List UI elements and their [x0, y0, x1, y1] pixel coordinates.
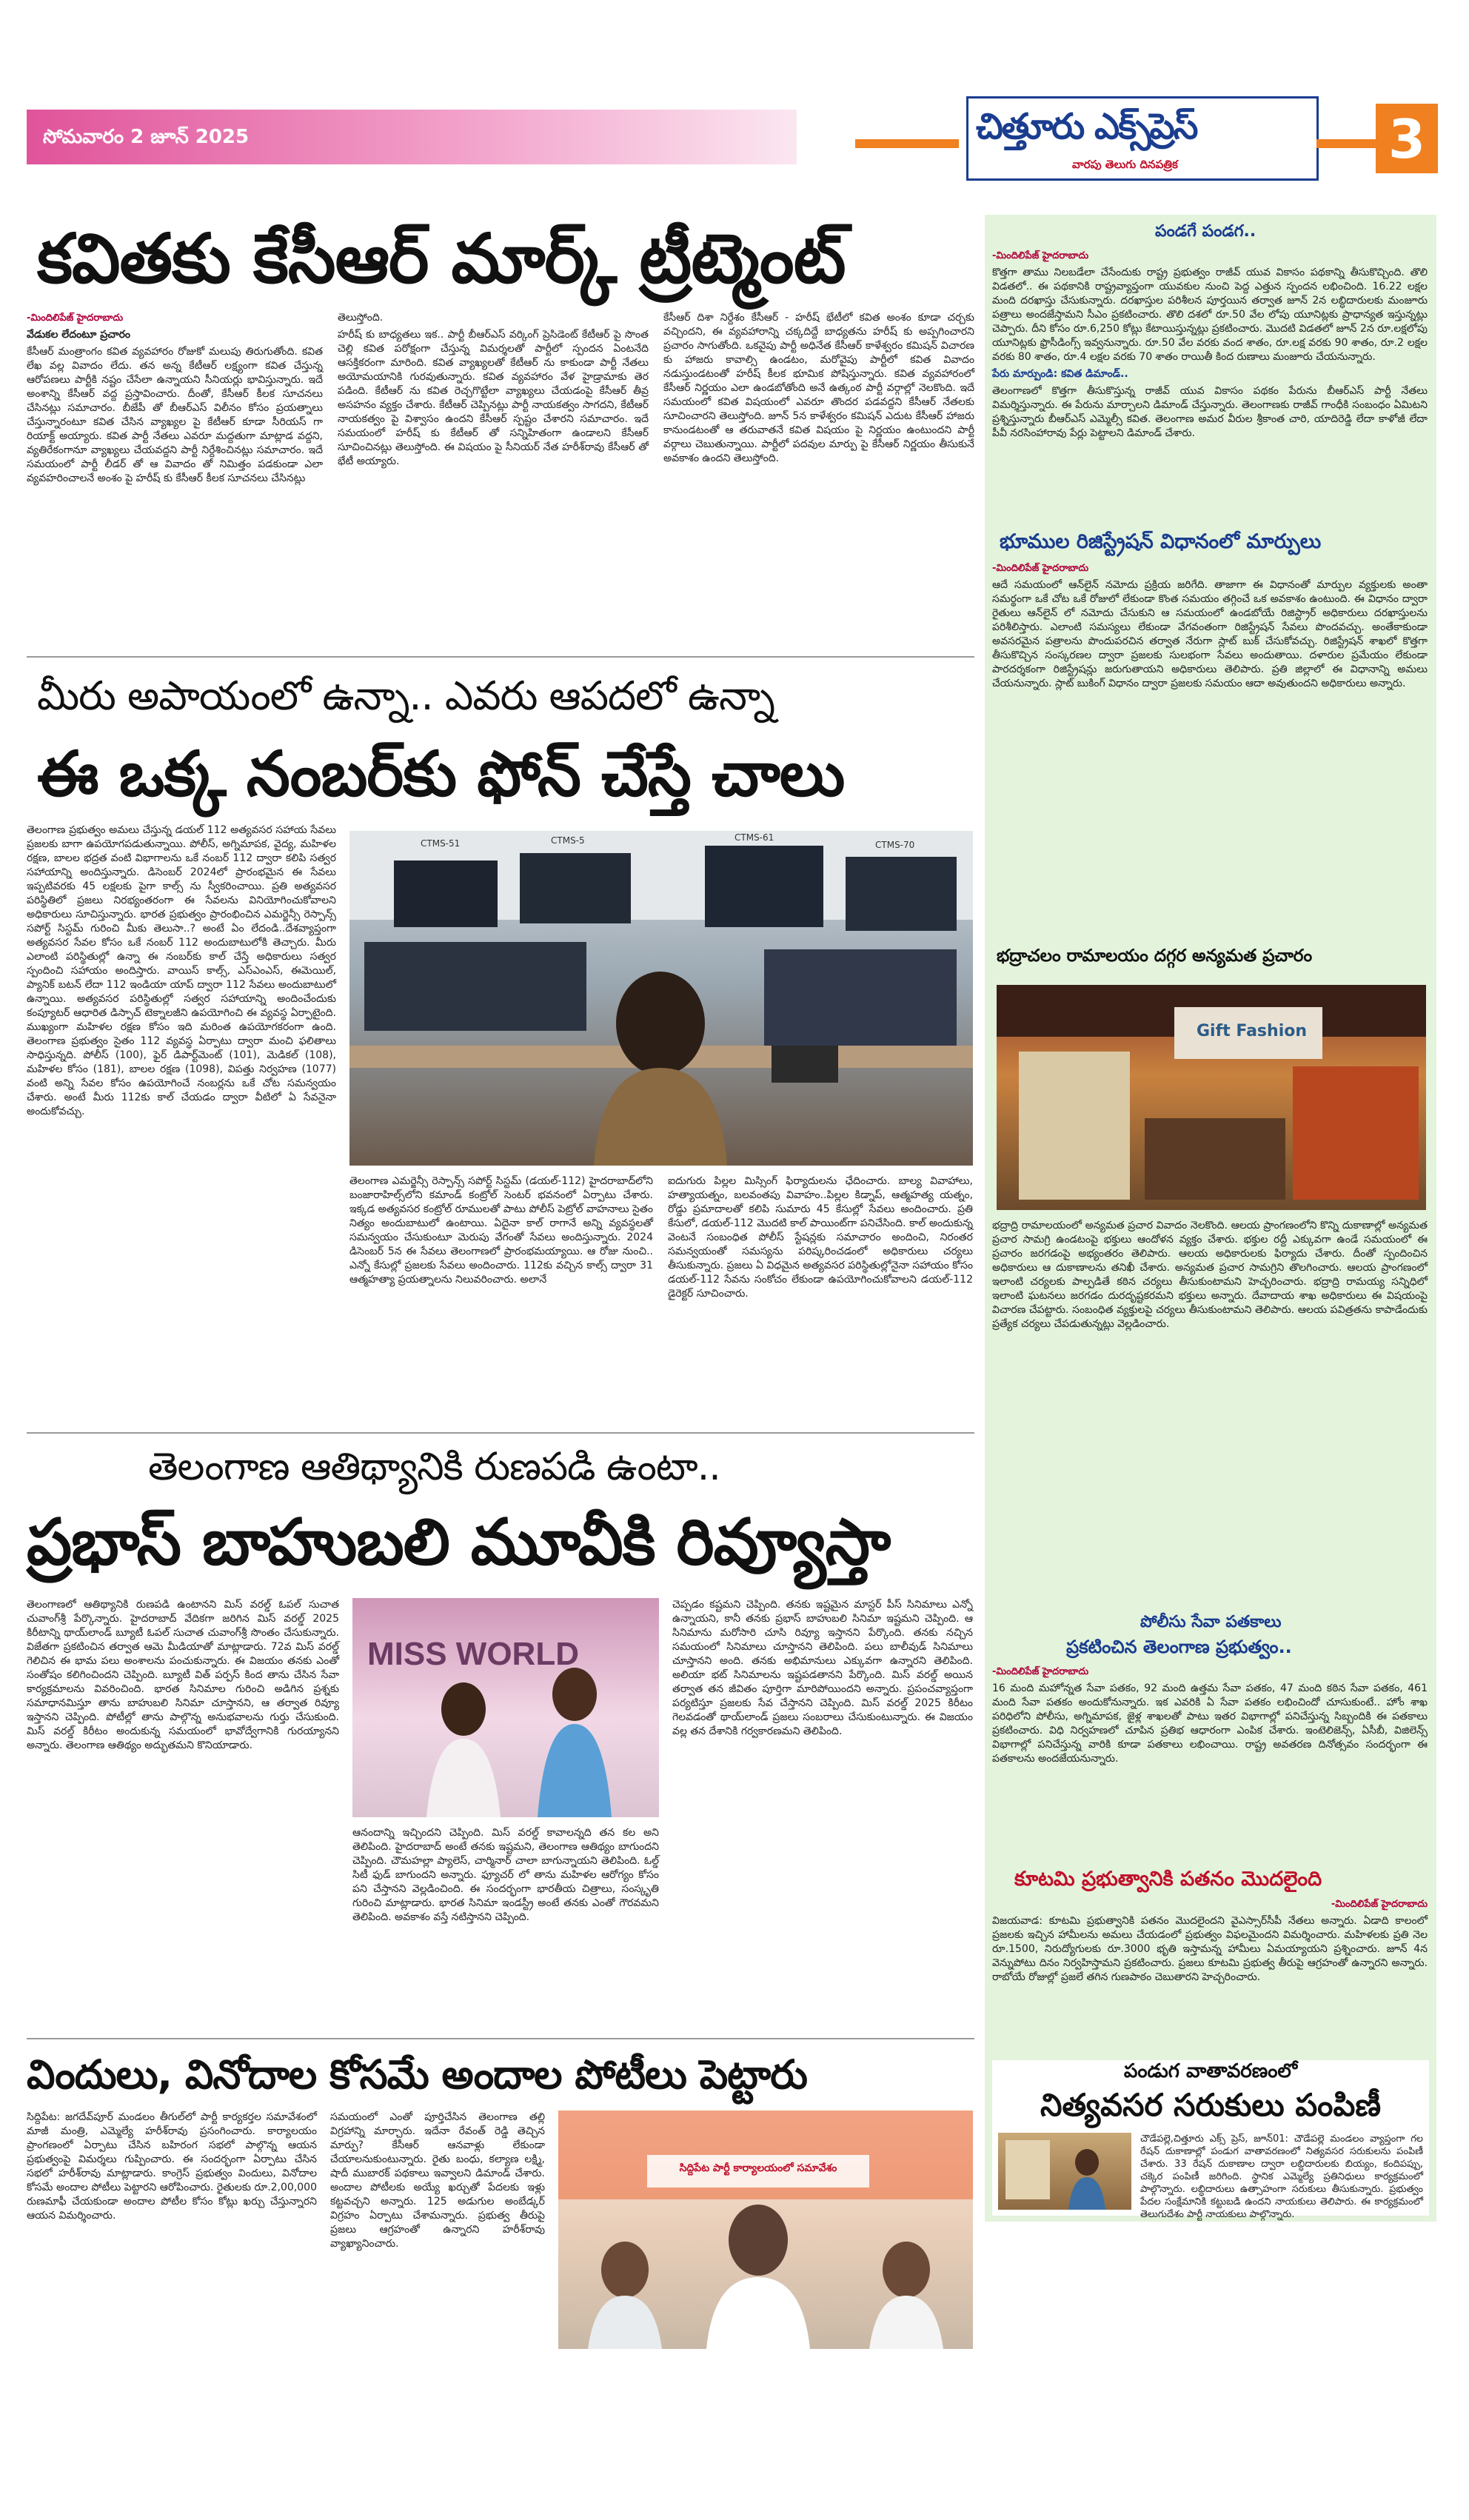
- lead-column-2: [338, 311, 649, 644]
- bhadra-title: భద్రాచలం రామాలయం దగ్గర అన్యమత ప్రచారం: [997, 946, 1313, 966]
- lead-text: తెలుస్తోంది.: [338, 312, 384, 324]
- pandaga-text: చౌడేపల్లె,చిత్తూరు ఎక్స్ ప్రెస్, జూన్01: చౌడేపల్లె మండలం వ్యాప్తంగా గల రేషన్ దుకాణాల్లో పండుగ వాతావరణంలో నిత్యవసర సరుకులను పంపిణీ చేశారు. 33 రేషన్ దుకాణాల ద్వారా లబ్ధిదారులకు బియ్యం, కందిపప్పు, చక్కెర పంపిణీ జరిగింది. స్థానిక ఎమ్మెల్యే ప్రతినిధులు కార్యక్రమంలో పాల్గొన్నారు. లబ్ధిదారులు ఉత్సాహంగా సరుకులు తీసుకున్నారు. ప్రభుత్వం పేదల సంక్షేమానికి కట్టుబడి ఉందని నాయకులు తెలిపారు. ఈ కార్యక్రమంలో తెలుగుదేశం పార్టీ నాయకులు పాల్గొన్నారు.: [1140, 2133, 1423, 2220]
- pandage-story: [992, 249, 1428, 523]
- emergency-column-2: [349, 1174, 653, 1423]
- monitor: [364, 942, 586, 1031]
- lead-text: కేసీఆర్ మంత్రాంగం కవిత వ్యవహారం రోజుకో మలుపు తిరుగుతోంది. కవిత లేఖ వల్ల వివాదం లేదు. తన అన్న కేటీఆర్ లక్ష్యంగా కవిత చేస్తున్న ఆరోపణలు పార్టీకి నష్టం చేసేలా ఉన్నాయని సీనియర్లు భావిస్తున్నారు. ఇదే అంశాన్ని కేసీఆర్ వద్ద ప్రస్తావించారు. దీంతో, కేసీఆర్ కీలక సూచనలు చేసినట్లు సమాచారం. బీజేపీ తో బీఆర్ఎస్ విలీనం కోసం ప్రయత్నాలు చేస్తున్నారంటూ కవిత చేసిన వ్యాఖ్యల పై కేటీఆర్ కూడా సీరియస్ గా రియాక్ట్ అయ్యారు. కవిత పార్టీ నేతలు ఎవరూ మద్దతుగా మాట్లాడ వద్దని, వ్యతిరేకంగానూ వ్యాఖ్యలు చేయవద్దని పార్టీ నిర్దేశించినట్లు సమాచారం. ఇదే సమయంలో పార్టీ లీడర్ తో ఆ వివాదం తో నిమిత్తం పడకుండా ఎలా వ్యవహరించాలనే అంశం పై హరీష్ కు కేసీఆర్ కీలక సూచనలు చేసినట్లు: [27, 346, 323, 484]
- page-number-box: [1376, 104, 1438, 173]
- pandage-text: తెలంగాణలో కొత్తగా తీసుకొస్తున్న రాజీవ్ యువ వికాసం పథకం పేరును బీఆర్ఎస్ పార్టీ నేతలు విమర్శిస్తున్నారు. ఈ పేరును మార్చాలని డిమాండ్ చేస్తున్నారు. తెలంగాణకు రాజీవ్ గాంధీకి సంబంధం ఏమిటని ప్రశ్నిస్తున్నారు బీఆర్ఎస్ ఎమ్మెల్సీ కవిత. తెలంగాణ అమర వీరుల శ్రీకాంత చారి, యాదిరెడ్డి లేదా కాళోజీ లేదా పీవీ నరసింహారావు పేర్లు పెట్టాలని డిమాండ్ చేశారు.: [992, 385, 1428, 439]
- vindulu-column-1: [27, 2110, 317, 2355]
- divider: [27, 1432, 974, 1434]
- control-room-photo: [349, 831, 973, 1166]
- divider: [27, 2038, 974, 2039]
- shop-sign-text: Gift Fashion: [1197, 1022, 1308, 1040]
- desk-label: CTMS-5: [551, 835, 585, 846]
- pandage-byline: -మిందిలిపేజ్ హైదరాబాదు: [992, 250, 1089, 261]
- bhoomi-title: భూముల రిజిస్ట్రేషన్ విధానంలో మార్పులు: [1000, 530, 1322, 553]
- pandaga-box: [992, 2060, 1429, 2220]
- emergency-text: ఐదుగురు పిల్లల మిస్సింగ్ ఫిర్యాదులను ఛేదించారు. బాల్య వివాహాలు, హత్యాయత్నం, బలవంతపు వివాహం..పిల్లల కిడ్నాప్, ఆత్మహత్య యత్నం, రోడ్డు ప్రమాదాలతో కలిపి సుమారు 45 కేసుల్లో సేవలు అందించారు. ప్రతి కేసులో, డయల్-112 మొదటి కాల్ పాయింట్‌గా పనిచేసింది. కాల్ అందుకున్న వెంటనే సంబంధిత పోలీస్ స్టేషన్లకు సమాచారం అందించి, నిరంతర సమన్వయంతో సమస్యను పరిష్కరించడంలో అధికారులు చర్యలు తీసుకున్నారు. ప్రజలు ఏ విధమైన అత్యవసర పరిస్థితుల్లోనైనా సహాయం కోసం డయల్-112 సేవను సంకోచం లేకుండా ఉపయోగించుకోవాలని డయల్-112 డైరెక్టర్ సూచించారు.: [668, 1175, 973, 1300]
- monitor: [520, 853, 631, 923]
- prabhas-column-1: [27, 1598, 339, 2028]
- stall: [1293, 1066, 1419, 1200]
- bhadra-text: భద్రాద్రి రామాలయంలో అన్యమత ప్రచార వివాదం నెలకొంది. ఆలయ ప్రాంగణంలోని కొన్ని దుకాణాల్లో అన్యమత ప్రచార సామగ్రి ఉండటంపై భక్తులు ఆందోళన వ్యక్తం చేశారు. భక్తుల రద్దీ ఎక్కువగా ఉండే సమయంలో ఈ ప్రచారం జరగడంపై అభ్యంతరం తెలిపారు. ఆలయ అధికారులకు ఫిర్యాదు చేశారు. దీంతో స్పందించిన అధికారులు ఆ దుకాణాలను తనిఖీ చేశారు. అన్యమత ప్రచార సామగ్రిని తొలగించారు. ఆలయ ప్రాంగణంలో ఇలాంటి చర్యలకు పాల్పడితే కఠిన చర్యలు తీసుకుంటామని హెచ్చరించారు. భద్రాద్రి రామయ్య సన్నిధిలో ఇలాంటి ఘటనలు జరగడం దురదృష్టకరమని భక్తులు అన్నారు. దేవాదాయ శాఖ అధికారులు ఈ విషయంపై విచారణ చేపట్టారు. సంబంధిత వ్యక్తులపై చర్యలు తీసుకుంటామని తెలిపారు. ఆలయ పవిత్రతను కాపాడేందుకు ప్రత్యేక చర్యలు చేపడుతున్నట్లు వెల్లడించారు.: [992, 1220, 1428, 1330]
- bhadrachalam-photo: [997, 985, 1426, 1210]
- lead-column-1: [27, 311, 323, 644]
- vindulu-text: సమయంలో ఎంతో పూర్తిచేసిన తెలంగాణ తల్లి విగ్రహాన్ని మార్చారు. ఇదేనా రేవంత్ రెడ్డి తెచ్చిన మార్పు? కేసీఆర్ ఆనవాళ్లు లేకుండా చేయాలనుకుంటున్నారు. రైతు బంధు, కల్యాణ లక్ష్మి, షాదీ ముబారక్ పథకాలు ఇవ్వాలని డిమాండ్ చేశారు. అందాల పోటీలకు అయ్యే ఖర్చుతో పేదలకు ఇళ్లు కట్టవచ్చని అన్నారు. 125 అడుగుల అంబేడ్కర్ విగ్రహం ఏర్పాటు చేశామన్నారు. ప్రభుత్వ తీరుపై ప్రజలు ఆగ్రహంతో ఉన్నారని హరీశ్‌రావు వ్యాఖ్యానించారు.: [330, 2111, 545, 2250]
- paper-name: చిత్తూరు ఎక్స్‌ప్రెస్: [976, 106, 1197, 147]
- control-room-illustration: [349, 831, 973, 1166]
- kutami-title: కూటమి ప్రభుత్వానికి పతనం మొదలైంది: [1014, 1868, 1322, 1891]
- paper-tagline: వారపు తెలుగు దినపత్రిక: [1072, 158, 1178, 171]
- emergency-headline: ఈ ఒక్క నంబర్‌కు ఫోన్ చేస్తే చాలు: [37, 738, 845, 810]
- masthead-orange-rule: [855, 139, 959, 148]
- pandage-title: పండగే పండగ..: [1155, 222, 1256, 241]
- emergency-intro: [27, 823, 336, 1423]
- police-title: పోలీసు సేవా పతకాలు: [1140, 1613, 1282, 1631]
- page-number: 3: [1388, 108, 1426, 170]
- phone: [772, 1046, 838, 1083]
- prabhas-headline: ప్రభాస్ బాహుబలి మూవీకి రివ్యూస్తా: [27, 1505, 891, 1580]
- person: [1075, 2149, 1099, 2176]
- miss-world-photo: [352, 1598, 659, 1817]
- pandage-subhead: పేరు మార్పుండి: కవిత డిమాండ్..: [992, 368, 1128, 380]
- desk-label: CTMS-61: [734, 832, 774, 843]
- miss-world-illustration: [352, 1598, 659, 1817]
- lead-subhead: వేడుకల లేదంటూ ప్రచారం: [27, 329, 131, 341]
- pandaga-kicker: పండుగ వాతావరణంలో: [1123, 2060, 1298, 2082]
- prabhas-text: చెప్పడం కష్టమని చెప్పింది. తనకు ఇష్టమైన మాస్టర్ పీస్ సినిమాలు ఎన్నో ఉన్నాయని, కానీ తనకు ప్రభాస్ బాహుబలి సినిమా ఇష్టమని చెప్పింది. ఆ సినిమాను మరోసారి చూసి రివ్యూ ఇస్తానని పేర్కొంది. తనకు నచ్చిన సమయంలో సినిమాలు చూస్తానని తెలిపింది. పలు బాలీవుడ్ సినిమాలు చూస్తానని అంది. తనకు అభిమానులు ఎక్కువగా ఉన్నారని తెలిపింది. అలియా భట్ సినిమాలను ఇష్టపడతానని పేర్కొంది. మిస్ వరల్డ్ అయిన తర్వాత తన జీవితం పూర్తిగా మారిపోయిందని అన్నారు. ప్రపంచవ్యాప్తంగా పర్యటిస్తూ ప్రజలకు సేవ చేస్తానని చెప్పింది. మిస్ వరల్డ్ 2025 కిరీటం గెలవడంతో థాయ్‌లాండ్ ప్రజలు సంబరాలు చేసుకుంటున్నారు. ఈ విజయం వల్ల తన దేశానికి గర్వకారణమని తెలిపింది.: [672, 1599, 973, 1737]
- winner-figure: [441, 1682, 486, 1736]
- vindulu-column-2: [330, 2110, 545, 2355]
- desk-label: CTMS-51: [421, 838, 461, 849]
- police-byline: -మిందిలిపేజ్ హైదరాబాదు: [992, 1666, 1089, 1677]
- desk-label: CTMS-70: [875, 840, 915, 850]
- police-subtitle: ప్రకటించిన తెలంగాణ ప్రభుత్వం..: [1066, 1637, 1292, 1657]
- officer-head: [616, 972, 705, 1075]
- contestant-gown: [538, 1724, 612, 1817]
- monitor: [705, 846, 823, 927]
- lead-column-3: [663, 311, 974, 644]
- vindulu-text: సిద్దిపేట: జగదేవ్‌పూర్ మండలం తీగుల్‌లో పార్టీ కార్యకర్తల సమావేశంలో మాజీ మంత్రి, ఎమ్మెల్యే హరీశ్‌రావు ప్రసంగించారు. కార్యాలయం ప్రాంగణంలో ఏర్పాటు చేసిన బహిరంగ సభలో పాల్గొన్న ఆయన ప్రభుత్వంపై విమర్శలు గుప్పించారు. ఈ సందర్భంగా ఏర్పాటు చేసిన సభలో హరీశ్‌రావు మాట్లాడారు. కాంగ్రెస్ ప్రభుత్వం విందులు, వినోదాల కోసమే అందాల పోటీలు పెట్టారని ఆరోపించారు. రైతులకు రూ.2,00,000 రుణమాఫీ చేయకుండా అందాల పోటీల కోసం కోట్లు ఖర్చు చేస్తున్నారని ఆయన విమర్శించారు.: [27, 2111, 317, 2222]
- ration-photo: [998, 2133, 1131, 2210]
- kutami-text: విజయవాడ: కూటమి ప్రభుత్వానికి పతనం మొదలైందని వైఎస్సార్‌సీపీ నేతలు అన్నారు. ఏడాది కాలంలో ప్రజలకు ఇచ్చిన హామీలను అమలు చేయడంలో ప్రభుత్వం విఫలమైందని విమర్శించారు. మహిళలకు ప్రతి నెల రూ.1500, నిరుద్యోగులకు రూ.3000 భృతి ఇస్తామన్న హామీలు ఏమయ్యాయని ప్రశ్నించారు. జూన్ 4న వెన్నుపోటు దినం నిర్వహిస్తామని ప్రకటించారు. ప్రజలు కూటమి ప్రభుత్వ తీరుపై ఆగ్రహంతో ఉన్నారని అన్నారు. రాబోయే రోజుల్లో ప్రజలే తగిన గుణపాఠం చెబుతారని హెచ్చరించారు.: [992, 1915, 1428, 1983]
- divider: [27, 656, 974, 658]
- svg-text:MISS WORLD: MISS WORLD: [367, 1636, 579, 1672]
- counter: [1145, 1118, 1285, 1200]
- person: [1068, 2177, 1105, 2210]
- paper-logo: [966, 96, 1319, 181]
- pandage-text: కొత్తగా తాము నిలబడేలా చేసేందుకు రాష్ట్ర ప్రభుత్వం రాజీవ్ యువ వికాసం పథకాన్ని తీసుకొచ్చింది. తొలి విడతలో.. ఈ పథకానికి రాష్ట్రవ్యాప్తంగా యువకుల నుంచి పెద్ద ఎత్తున స్పందన లభించింది. 16.22 లక్షల మంది దరఖాస్తు చేసుకున్నారు. దరఖాస్తుల పరిశీలన పూర్తయిన తర్వాత జూన్ 2న లబ్ధిదారులకు మంజూరు పత్రాలు అందజేస్తామని సీఎం ప్రకటించారు. తొలి దశలో రూ.50 వేల లోపు యూనిట్లకు ప్రాధాన్యత ఇస్తున్నట్లు చెప్పారు. దీని కోసం రూ.6,250 కోట్లు కేటాయిస్తున్నట్లు ప్రకటించారు. మొదటి విడతలో జూన్ 2న రూ.లక్షలోపు యూనిట్లకు ఫ్రొసీడింగ్స్ ఇవ్వనున్నారు. రూ.50 వేల వరకు వంద శాతం, రూ.లక్ష వరకు 90 శాతం, రూ.2 లక్షల వరకు 80 శాతం, రూ.4 లక్షల వరకు 70 శాతం రాయితీ కింద రుణాలు మంజూరు చేయనున్నారు.: [992, 267, 1428, 363]
- prabhas-text: ఆనందాన్ని ఇచ్చిందని చెప్పింది. మిస్ వరల్డ్ కావాలన్నది తన కల అని తెలిపింది. హైదరాబాద్ అంటే తనకు ఇష్టమని, తెలంగాణ ఆతిథ్యం బాగుందని చెప్పింది. చౌమహల్లా ప్యాలెస్, చార్మినార్ చాలా బాగున్నాయని తెలిపింది. ఓల్డ్ సిటీ ఫుడ్ బాగుందని అన్నారు. ఫ్యూచర్ లో తాను మహిళల ఆరోగ్యం కోసం పని చేస్తానని వెల్లడించింది. ఈ సందర్భంగా భారతీయ చిత్రాలు, సంస్కృతి గురించి మాట్లాడారు. భారత సినిమా ఇండస్ట్రీ అంటే తనకు ఎంతో గౌరవమని తెలిపింది. అవకాశం వస్తే నటిస్తానని చెప్పింది.: [352, 1827, 659, 1923]
- emergency-kicker: మీరు అపాయంలో ఉన్నా.. ఎవరు ఆపదలో ఉన్నా: [37, 672, 774, 719]
- rally-banner-text: సిద్దిపేట పార్టీ కార్యాలయంలో సమావేశం: [679, 2162, 837, 2174]
- lead-text: హరీష్ కు బాధ్యతలు ఇక.. పార్టీ బీఆర్ఎస్ వర్కింగ్ ప్రెసిడెంట్ కేటీఆర్ పై సొంత చెల్లి కవిత పరోక్షంగా చేస్తున్న విమర్శలతో పార్టీలో స్పందన ఏంటనేది ఆసక్తికరంగా మారింది. కవిత వ్యాఖ్యలతో కేటీఆర్ ను కాకుండా పార్టీ నేతలు అయోమయానికి గురవుతున్నారు. కవిత వ్యవహారం వేళ హైడ్రామాకు తెర పడింది. కేటీఆర్ ను కవిత రెచ్చగొట్టేలా వ్యాఖ్యలు చేయడంపై కేసీఆర్ తీవ్ర అసహనం వ్యక్తం చేశారు. కేటీఆర్ చెప్పినట్లు పార్టీ నాయకత్వం సాగదని, కేటీఆర్ నాయకత్వం పై విశ్వాసం ఉందని కేసీఆర్ స్పష్టం చేశారని సమాచారం. ఇదే సమయంలో హరీష్ కు కేటీఆర్ తో సన్నిహితంగా ఉండాలని కేసీఆర్ సూచించినట్లు తెలుస్తోంది. ఈ విషయం పై సీనియర్ నేత హరీశ్‌రావు కేసీఆర్ తో భేటీ అయ్యారు.: [338, 329, 649, 467]
- lead-headline: కవితకు కేసీఆర్ మార్క్ ట్రీట్మెంట్: [37, 219, 846, 298]
- prabhas-column-2: [352, 1826, 659, 2028]
- issue-date: సోమవారం 2 జూన్ 2025: [43, 126, 250, 148]
- monitor: [764, 949, 957, 1046]
- lead-text: కేసీఆర్ దిశా నిర్దేశం కేసీఆర్ - హరీష్ భేటీలో కవిత అంశం కూడా చర్చకు వచ్చిందని, ఈ వ్యవహారాన్ని చక్కదిద్దే బాధ్యతను హరీష్ కు అప్పగించారని ప్రచారం సాగుతోంది. ఒకవైపు పార్టీ అధినేత కేసీఆర్ కాళేశ్వరం కమిషన్ విచారణ కు హాజరు కావాల్సి ఉండటం, మరోవైపు పార్టీలో కవిత వివాదం నడుస్తుండటంతో హరీష్ కీలక భూమిక పోషిస్తున్నారు. కవిత వ్యవహారంలో కేసీఆర్ నిర్ణయం ఎలా ఉండబోతోంది అనే ఉత్కంఠ పార్టీ వర్గాల్లో నెలకొంది. ఇదే సమయంలో కవిత విషయంలో ఎవరూ తొందర పడవద్దని కేసీఆర్ నేతలకు సూచించారని తెలుస్తోంది. జూన్ 5న కాళేశ్వరం కమిషన్ ఎదుట కేసీఆర్ హాజరు కానుండటంతో ఆ తరువాతనే కవిత విషయం పై నిర్ణయం ఉంటుందని పార్టీ వర్గాలు చెబుతున్నాయి. పార్టీలో పదవుల మార్పు పై కేసీఆర్ నిర్ణయం తీసుకునే అవకాశం ఉందని తెలుస్తోంది.: [663, 312, 974, 464]
- bhoomi-byline: -మిందిలిపేజ్ హైదరాబాదు: [992, 563, 1089, 574]
- police-text: 16 మంది మహోన్నత సేవా పతకం, 92 మంది ఉత్తమ సేవా పతకం, 47 మంది కఠిన సేవా పతకం, 461 మంది సేవా పతకం అందుకోనున్నారు. ఇక ఎవరికి ఏ సేవా పతకం లభించిందో చూసుకుంటే.. హోం శాఖ పరిధిలోని పోలీసు, అగ్నిమాపక, జైళ్ల శాఖలతో పాటు ఇతర విభాగాల్లో పనిచేస్తున్న సిబ్బందికి ఈ పతకాలు ప్రకటించారు. విధి నిర్వహణలో చూపిన ప్రతిభ ఆధారంగా ఎంపిక చేశారు. ఇంటెలిజెన్స్, ఏసీబీ, విజిలెన్స్ విభాగాల్లో పనిచేస్తున్న వారికి కూడా పతకాలు లభించాయి. రాష్ట్ర అవతరణ దినోత్సవం సందర్భంగా ఈ పతకాలను అందజేయనున్నారు.: [992, 1682, 1428, 1765]
- winner-gown: [426, 1739, 501, 1817]
- prabhas-kicker: తెలంగాణ ఆతిథ్యానికి రుణపడి ఉంటా..: [148, 1445, 720, 1489]
- pandaga-story: [1140, 2133, 1423, 2220]
- speaker-shirt: [706, 2277, 810, 2349]
- monitor: [394, 860, 498, 927]
- bhoomi-text: ఆదే సమయంలో ఆన్‌లైన్ నమోదు ప్రక్రియ జరిగేది. తాజాగా ఈ విధానంతో మార్పుల వ్యక్తులకు అంతా సమర్థంగా ఒకే చోట ఒకే రోజులో లేకుండా కొంత సమయం తగ్గించే ఒక అవకాశం ఉంటుంది. ఈ విధానం ద్వారా రైతులు ఆన్‌లైన్ లో నమోదు చేసుకుని ఆ సమయంలో ఉండబోయే రిజిస్ట్రార్ అధికారులు దరఖాస్తులను పరిశీలిస్తారు. ఎలాంటి సమస్యలు లేకుండా వేగవంతంగా రిజిస్ట్రేషన్ సేవలు పొందవచ్చు. అంతేకాకుండా అవసరమైన పత్రాలను పొందుపరచిన తర్వాత నేరుగా స్లాట్ బుక్ చేసుకోవచ్చు. రిజిస్ట్రేషన్ శాఖలో కొత్తగా తీసుకొచ్చిన సంస్కరణల ద్వారా ప్రజలకు సులభంగా సేవలు అందుతాయి. దళారుల ప్రమేయం లేకుండా పారదర్శకంగా రిజిస్ట్రేషన్లు జరుగుతాయని అధికారులు తెలిపారు. ప్రతి జిల్లాలో ఈ విధానాన్ని అమలు చేయనున్నారు. స్లాట్ బుకింగ్ విధానం ద్వారా ప్రజలకు సమయం ఆదా అవుతుందని అధికారులు అన్నారు.: [992, 579, 1428, 689]
- attendee: [883, 2242, 930, 2298]
- officer-uniform: [594, 1068, 727, 1166]
- attendee: [869, 2296, 943, 2349]
- bhadra-story: [992, 1219, 1428, 1605]
- kutami-story: [992, 1897, 1428, 2051]
- harish-rao-photo: [558, 2110, 973, 2349]
- lead-byline: -మిందిలిపేజ్ హైదరాబాదు: [27, 313, 124, 324]
- speaker-head: [729, 2205, 788, 2276]
- bhoomi-story: [992, 561, 1428, 939]
- emergency-intro-text: తెలంగాణ ప్రభుత్వం అమలు చేస్తున్న డయల్ 112 అత్యవసర సహాయ సేవలు ప్రజలకు బాగా ఉపయోగపడుతున్నాయి. పోలీస్, అగ్నిమాపక, వైద్య, మహిళల రక్షణ, బాలల భద్రత వంటి విభాగాలను ఒకే నంబర్ 112 ద్వారా కలిపి సత్వర సహాయాన్ని అందిస్తున్నారు. డిసెంబర్ 2024లో ప్రారంభమైన ఈ సేవలు ఇప్పటివరకు 45 లక్షలకు పైగా కాల్స్ ను స్వీకరించాయి. ప్రతి అత్యవసర పరిస్థితిలో ప్రజలు నిరభ్యంతరంగా ఈ సేవలను వినియోగించుకోవాలని అధికారులు సూచిస్తున్నారు. భారత ప్రభుత్వం ప్రారంభించిన ఎమర్జెన్సీ రెస్పాన్స్ సపోర్ట్ సిస్టమ్ గురించి మీకు తెలుసా..? అంటే ఏం లేదండి..దేశవ్యాప్తంగా అత్యవసర సేవల కోసం ఒకే నంబర్ 112 అందుబాటులోకి తెచ్చారు. మీరు ఎలాంటి పరిస్థితుల్లో ఉన్నా ఈ నంబర్‌కు కాల్ చేస్తే అధికారులు సత్వర స్పందించి సహాయం అందిస్తారు. వాయిస్ కాల్స్, ఎస్ఎంఎస్, ఈమెయిల్, ప్యానిక్ బటన్ లేదా 112 ఇండియా యాప్ ద్వారా 112 సేవలు అందుబాటులో ఉన్నాయి. అత్యవసర పరిస్థితుల్లో సత్వర సహాయాన్ని అందించేందుకు కంప్యూటర్ ఆధారిత డిస్పాచ్ టెక్నాలజీని ఉపయోగించి ఈ వ్యవస్థ ఏర్పాటైంది. ముఖ్యంగా మహిళల రక్షణ కోసం ఇది మరింత ఉపయోగకరంగా ఉంది. తెలంగాణ ప్రభుత్వం సైతం 112 వ్యవస్థ ఏర్పాటు ద్వారా మంచి ఫలితాలు సాధిస్తున్నది. పోలీస్ (100), ఫైర్ డిపార్ట్‌మెంట్ (101), మెడికల్ (108), మహిళల కోసం (181), బాలల రక్షణ (1098), విపత్తు నిర్వహణ (1077) వంటి అన్ని సేవల కోసం ఉపయోగించే నంబర్లను ఒకే చోట సమన్వయం చేశారు. అంటే మీరు 112కు కాల్ చేయడం ద్వారా వీటిలో ఏ సేవనైనా అందుకోవచ్చు.: [27, 824, 336, 1117]
- pandaga-headline: నిత్యవసర సరుకులు పంపిణీ: [1040, 2087, 1382, 2123]
- attendee: [588, 2296, 662, 2349]
- contestant-figure: [552, 1668, 597, 1721]
- stall: [1019, 1052, 1130, 1200]
- emergency-text: తెలంగాణ ఎమర్జెన్సీ రెస్పాన్స్ సపోర్ట్ సిస్టమ్ (డయల్-112) హైదరాబాద్‌లోని బంజారాహిల్స్‌లోని కమాండ్ కంట్రోల్ సెంటర్ భవనంలో ఏర్పాటు చేశారు. ఇక్కడ అత్యవసర కంట్రోల్ రూములతో పాటు పోలీస్ పెట్రోల్ వాహనాలు సైతం నిత్యం అందుబాటులో ఉంటాయి. ఏదైనా కాల్ రాగానే అన్ని వ్యవస్థలతో సమన్వయం చేసుకుంటూ మెరుపు వేగంతో సేవలు అందిస్తున్నారు. 2024 డిసెంబర్ 5న ఈ సేవలు తెలంగాణలో ప్రారంభమయ్యాయి. ఆ రోజు నుంచి.. ఎన్నో కేసుల్లో ప్రజలకు సేవలు అందించారు. 112కు వచ్చిన కాల్స్ ద్వారా 31 ఆత్మహత్యా ప్రయత్నాలను నిలువరించారు. అలానే: [349, 1175, 653, 1286]
- vindulu-headline: విందులు, వినోదాల కోసమే అందాల పోటీలు పెట్టారు: [27, 2051, 807, 2098]
- date-banner: [27, 110, 797, 164]
- ration-illustration: [998, 2133, 1131, 2210]
- stall-illustration: [997, 985, 1426, 1210]
- monitor: [846, 857, 957, 931]
- police-story: [992, 1665, 1428, 1857]
- kutami-byline: -మిందిలిపేజ్ హైదరాబాదు: [1331, 1899, 1428, 1910]
- prabhas-column-3: [672, 1598, 973, 2028]
- masthead-orange-rule-right: [1316, 139, 1376, 148]
- rally-illustration: [558, 2110, 973, 2349]
- attendee: [601, 2242, 649, 2298]
- prabhas-text: తెలంగాణలో ఆతిథ్యానికి రుణపడి ఉంటానని మిస్ వరల్డ్ ఓపల్ సుచాత చువాంగ్‌శ్రీ పేర్కొన్నారు. హైదరాబాద్ వేదికగా జరిగిన మిస్ వరల్డ్ 2025 కిరీటాన్ని థాయ్‌లాండ్ బ్యూటీ ఓపల్ సుచాత చువాంగ్‌శ్రీ సొంతం చేసుకున్నారు. విజేతగా ప్రకటించిన తర్వాత ఆమె మీడియాతో మాట్లాడారు. 72వ మిస్ వరల్డ్ గెలిచిన ఈ భామ పలు అంశాలను పంచుకున్నారు. ఈ విజయం తనకు ఎంతో సంతోషం కలిగించిందని చెప్పింది. బ్యూటీ విత్ పర్పస్ కింద తాను చేసిన సేవా కార్యక్రమాలను వివరించింది. భారత సినిమాల గురించి అడిగిన ప్రశ్నకు సమాధానమిస్తూ తాను బాహుబలి సినిమా చూస్తానని, ఆ తర్వాత రివ్యూ ఇస్తానని చెప్పింది. పోటీల్లో తాను పాల్గొన్న అనుభవాలను గుర్తు చేసుకుంది. మిస్ వరల్డ్ కిరీటం అందుకున్న సమయంలో భావోద్వేగానికి గురయ్యానని అన్నారు. తెలంగాణ ఆతిథ్యం అద్భుతమని కొనియాడారు.: [27, 1599, 339, 1751]
- sacks: [1005, 2140, 1050, 2199]
- emergency-column-3: [668, 1174, 973, 1423]
